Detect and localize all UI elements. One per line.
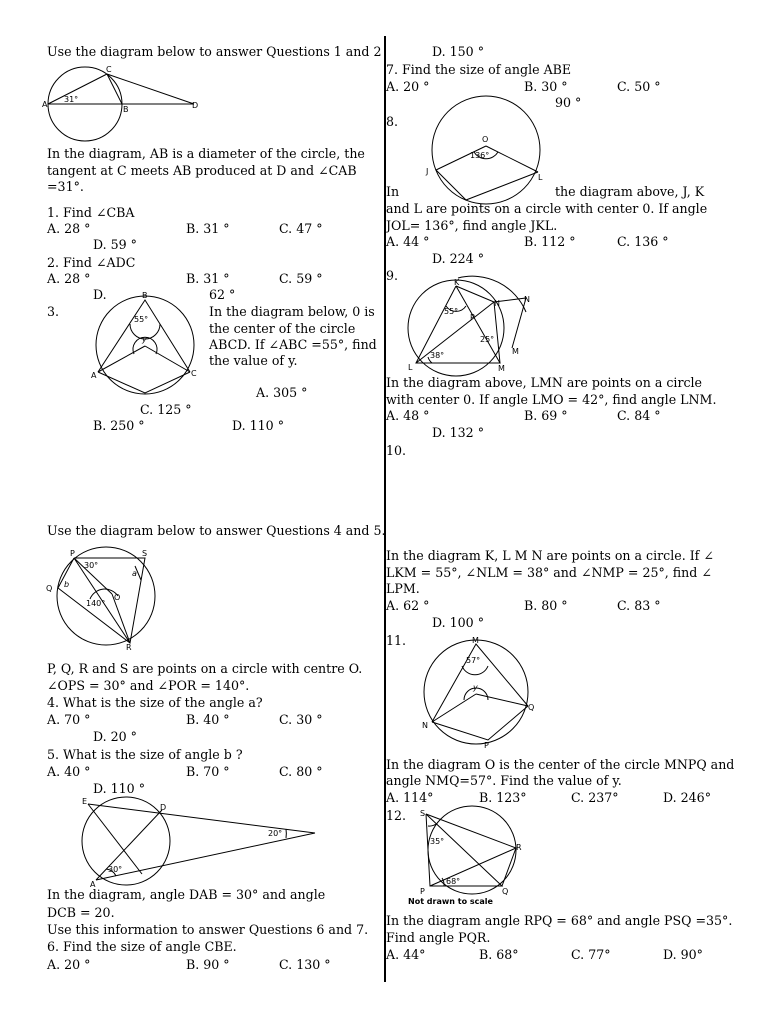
fig4-label-r: R — [126, 643, 132, 652]
q8-option-d[interactable]: D. 224 ° — [432, 251, 484, 266]
fig6-label-d: D — [160, 803, 167, 812]
q6-text: 6. Find the size of angle CBE. — [47, 939, 237, 954]
fig8-label-l: L — [538, 173, 543, 182]
fig6-label-a: A — [90, 880, 96, 889]
fig12-label-p: P — [420, 887, 425, 896]
fig4-label-p: P — [70, 549, 75, 558]
q8-stem-line-3: JOL= 136°, find angle JKL. — [386, 218, 558, 233]
fig3-angle-abc: 55° — [134, 315, 149, 324]
q4-option-a[interactable]: A. 70 ° — [47, 712, 91, 727]
q3-stem-line-1: In the diagram below, 0 is — [209, 304, 375, 319]
q12-option-b[interactable]: B. 68° — [479, 947, 519, 962]
fig12-caption: Not drawn to scale — [408, 897, 493, 906]
q3-stem-line-4: the value of y. — [209, 353, 298, 368]
fig8-label-j: J — [426, 167, 429, 176]
figure-q11 — [418, 636, 540, 748]
q7-option-d[interactable]: 90 ° — [555, 95, 582, 110]
fig6-angle-dcb: 20° — [268, 829, 283, 838]
fig4-angle-ops: 30° — [84, 561, 99, 570]
figure-q1-q2 — [40, 66, 210, 146]
q9-option-c[interactable]: C. 84 ° — [617, 408, 661, 423]
q12-number: 12. — [386, 808, 407, 823]
fig4-angle-a: a — [132, 569, 137, 578]
q10-stem-line-1: In the diagram K, L M N are points on a circle. If ∠ — [386, 548, 714, 563]
q3-number: 3. — [47, 304, 60, 319]
fig1-label-a: A — [42, 100, 48, 109]
q12-option-c[interactable]: C. 77° — [571, 947, 611, 962]
fig11-label-p: P — [484, 741, 489, 750]
q3-option-c[interactable]: C. 125 ° — [140, 402, 192, 417]
fig11-angle-nmq: 57° — [466, 656, 481, 665]
q12-option-d[interactable]: D. 90° — [663, 947, 703, 962]
fig9-label-m: M — [498, 364, 505, 373]
q10-option-d[interactable]: D. 100 ° — [432, 615, 484, 630]
fig9-label-n: N — [494, 299, 500, 308]
fig9-label-p: P — [470, 313, 475, 322]
q10-stem-line-3: LPM. — [386, 581, 420, 596]
q6-option-a[interactable]: A. 20 ° — [47, 957, 91, 972]
intro-questions-4-5: Use the diagram below to answer Questions 4 and 5. — [47, 523, 386, 538]
column-divider — [384, 36, 386, 982]
fig9-angle-nlm: 38° — [430, 351, 445, 360]
fig4-angle-por: 140° — [86, 599, 106, 608]
q7-option-b[interactable]: B. 30 ° — [524, 79, 568, 94]
stem-1-2-line-1: In the diagram, AB is a diameter of the circle, the — [47, 146, 365, 161]
figure-q4-q5 — [44, 546, 164, 650]
q9-stem-line-1: In the diagram above, LMN are points on a circle — [386, 375, 702, 390]
fig3-label-c: C — [191, 369, 197, 378]
fig11-label-q: Q — [528, 703, 535, 712]
q11-stem-line-2: angle NMQ=57°. Find the value of y. — [386, 773, 622, 788]
fig9-label-n-outer: N — [524, 295, 530, 304]
q9-option-d[interactable]: D. 132 ° — [432, 425, 484, 440]
fig12-label-s: S — [420, 809, 426, 818]
fig12-label-q: Q — [502, 887, 509, 896]
q11-option-a[interactable]: A. 114° — [386, 790, 434, 805]
q9-stem-line-2: with center 0. If angle LMO = 42°, find angle LNM. — [386, 392, 717, 407]
stem-4-5-line-1: P, Q, R and S are points on a circle with centre O. — [47, 661, 363, 676]
q1-text: 1. Find ∠CBA — [47, 205, 135, 220]
figure-q9 — [400, 278, 542, 374]
q2-option-a[interactable]: A. 28 ° — [47, 271, 91, 286]
figure-q12 — [406, 806, 532, 906]
q2-option-d[interactable]: D. — [93, 287, 107, 302]
intro-questions-1-2: Use the diagram below to answer Questions 1 and 2 — [47, 44, 382, 59]
stem-4-5-line-2: ∠OPS = 30° and ∠POR = 140°. — [47, 678, 250, 693]
q5-option-d[interactable]: D. 110 ° — [93, 781, 145, 796]
q11-option-b[interactable]: B. 123° — [479, 790, 527, 805]
fig9-label-l: L — [408, 363, 413, 372]
fig9-label-k: K — [454, 278, 460, 287]
q5-option-b[interactable]: B. 70 ° — [186, 764, 230, 779]
fig12-angle-psq: 35° — [430, 837, 445, 846]
q10-option-b[interactable]: B. 80 ° — [524, 598, 568, 613]
q10-number: 10. — [386, 443, 407, 458]
stem-6-7-line-3: Use this information to answer Questions 6 and 7. — [47, 922, 369, 937]
q3-option-b[interactable]: B. 250 ° — [93, 418, 145, 433]
q8-stem-line-1: the diagram above, J, K — [555, 184, 705, 199]
q5-option-c[interactable]: C. 80 ° — [279, 764, 323, 779]
q2-option-b[interactable]: B. 31 ° — [186, 271, 230, 286]
q1-option-c[interactable]: C. 47 ° — [279, 221, 323, 236]
q10-stem-line-2: LKM = 55°, ∠NLM = 38° and ∠NMP = 25°, find ∠ — [386, 565, 712, 580]
fig8-angle-jol: 136° — [470, 151, 490, 160]
fig11-label-n: N — [422, 721, 428, 730]
q7-option-c[interactable]: C. 50 ° — [617, 79, 661, 94]
q3-stem-line-3: ABCD. If ∠ABC =55°, find — [209, 337, 377, 352]
fig6-label-e: E — [82, 797, 88, 806]
q10-option-c[interactable]: C. 83 ° — [617, 598, 661, 613]
stem-1-2-line-3: =31°. — [47, 179, 84, 194]
q12-stem-line-2: Find angle PQR. — [386, 930, 491, 945]
fig6-angle-dab: 30° — [108, 865, 123, 874]
fig4-label-s: S — [142, 549, 148, 558]
q3-stem-line-2: the center of the circle — [209, 321, 356, 336]
fig9-angle-lkm: 55° — [444, 307, 459, 316]
q8-option-a[interactable]: A. 44 ° — [386, 234, 430, 249]
q2-option-d-value: 62 ° — [209, 287, 236, 302]
fig3-label-a: A — [91, 371, 97, 380]
q9-option-a[interactable]: A. 48 ° — [386, 408, 430, 423]
fig1-label-c: C — [106, 65, 112, 74]
figure-q8 — [422, 100, 558, 200]
fig8-label-o: O — [482, 135, 489, 144]
q8-stem-line-2: and L are points on a circle with center 0. If angle — [386, 201, 708, 216]
q4-option-d[interactable]: D. 20 ° — [93, 729, 137, 744]
stem-6-7-line-2: DCB = 20. — [47, 905, 115, 920]
figure-q6-q7 — [76, 796, 320, 888]
q3-option-d[interactable]: D. 110 ° — [232, 418, 284, 433]
q9-number: 9. — [386, 268, 399, 283]
q12-option-a[interactable]: A. 44° — [386, 947, 426, 962]
q1-option-d[interactable]: D. 59 ° — [93, 237, 137, 252]
q11-option-d[interactable]: D. 246° — [663, 790, 711, 805]
q4-option-b[interactable]: B. 40 ° — [186, 712, 230, 727]
fig3-angle-y: y — [142, 335, 147, 344]
q8-number: 8. — [386, 114, 399, 129]
q7-option-a[interactable]: A. 20 ° — [386, 79, 430, 94]
q6-option-c[interactable]: C. 130 ° — [279, 957, 331, 972]
q5-option-a[interactable]: A. 40 ° — [47, 764, 91, 779]
fig1-label-b: B — [123, 105, 129, 114]
fig11-angle-y: y — [473, 683, 478, 692]
q10-option-a[interactable]: A. 62 ° — [386, 598, 430, 613]
fig4-label-q: Q — [46, 584, 53, 593]
q4-option-c[interactable]: C. 30 ° — [279, 712, 323, 727]
q7-text: 7. Find the size of angle ABE — [386, 62, 572, 77]
q4-text: 4. What is the size of the angle a? — [47, 695, 263, 710]
q3-option-a[interactable]: A. 305 ° — [256, 385, 308, 400]
stem-1-2-line-2: tangent at C meets AB produced at D and ∠CAB — [47, 163, 357, 178]
fig1-label-d: D — [192, 101, 199, 110]
q9-option-b[interactable]: B. 69 ° — [524, 408, 568, 423]
q11-number: 11. — [386, 633, 407, 648]
fig3-label-b: B — [142, 291, 148, 300]
q6-option-d[interactable]: D. 150 ° — [432, 44, 484, 59]
q11-option-c[interactable]: C. 237° — [571, 790, 619, 805]
fig1-angle-cab: 31° — [64, 95, 79, 104]
q2-option-c[interactable]: C. 59 ° — [279, 271, 323, 286]
q12-stem-line-1: In the diagram angle RPQ = 68° and angle PSQ =35°. — [386, 913, 733, 928]
fig9-angle-nmp: 25° — [480, 335, 495, 344]
q8-option-b[interactable]: B. 112 ° — [524, 234, 576, 249]
q6-option-b[interactable]: B. 90 ° — [186, 957, 230, 972]
q8-option-c[interactable]: C. 136 ° — [617, 234, 669, 249]
q5-text: 5. What is the size of angle b ? — [47, 747, 243, 762]
fig4-label-o: O — [114, 593, 121, 602]
q1-option-a[interactable]: A. 28 ° — [47, 221, 91, 236]
figure-q3 — [90, 290, 205, 402]
fig4-angle-b: b — [64, 580, 70, 589]
fig12-angle-rpq: 68° — [446, 877, 461, 886]
q11-stem-line-1: In the diagram O is the center of the circle MNPQ and — [386, 757, 735, 772]
q8-stem-in: In — [386, 184, 400, 199]
stem-6-7-line-1: In the diagram, angle DAB = 30° and angle — [47, 887, 326, 902]
fig11-label-m: M — [472, 636, 479, 645]
fig9-label-m-outer: M — [512, 347, 519, 356]
fig12-label-r: R — [516, 843, 522, 852]
q2-text: 2. Find ∠ADC — [47, 255, 136, 270]
q1-option-b[interactable]: B. 31 ° — [186, 221, 230, 236]
